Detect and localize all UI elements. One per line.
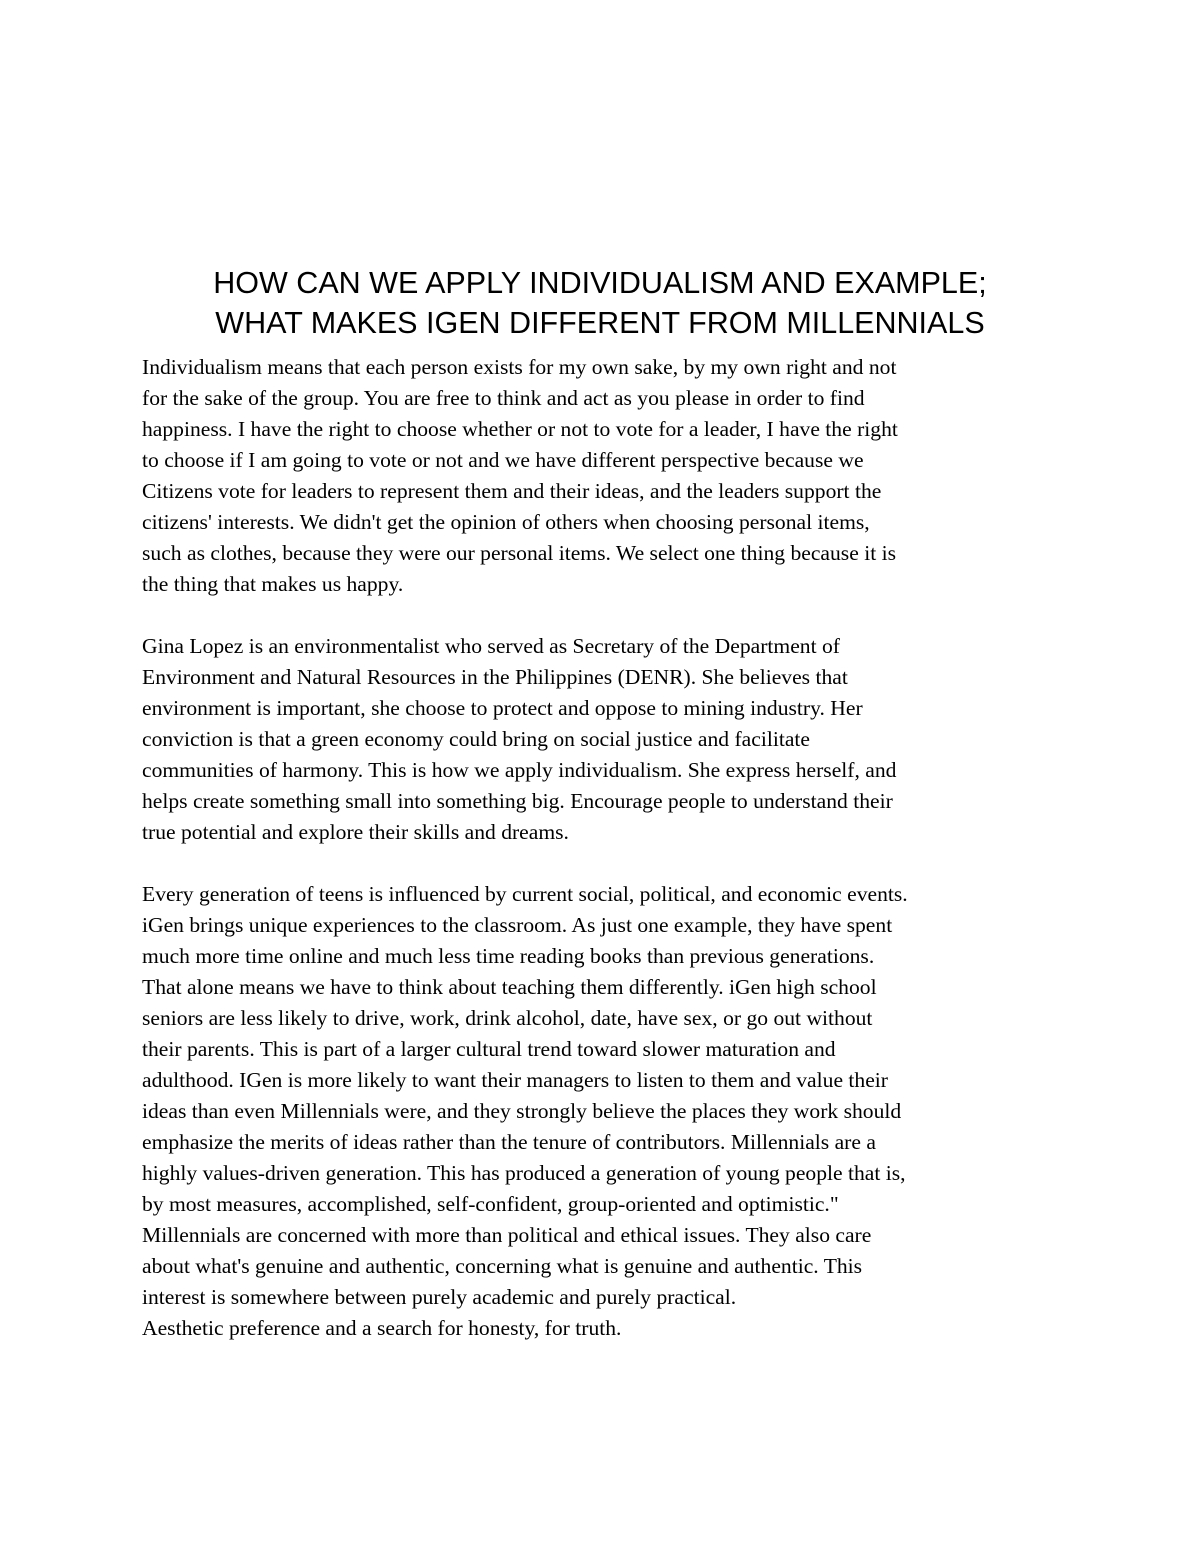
paragraph-gina-lopez [142,631,1067,848]
title-line-2: WHAT MAKES IGEN DIFFERENT FROM MILLENNIALS [215,306,985,340]
text-line: adulthood. IGen is more likely to want their managers to listen to them and value their [142,1068,888,1092]
text-line: highly values-driven generation. This has produced a generation of young people that is, [142,1161,906,1185]
text-line: communities of harmony. This is how we apply individualism. She express herself, and [142,758,897,782]
text-line: such as clothes, because they were our personal items. We select one thing because it is [142,541,896,565]
paragraph-spacer [142,600,1067,631]
text-line: ideas than even Millennials were, and they strongly believe the places they work should [142,1099,902,1123]
paragraph-igen-millennials [142,879,1067,1344]
text-line: Gina Lopez is an environmentalist who served as Secretary of the Department of [142,634,840,658]
text-line: interest is somewhere between purely academic and purely practical. [142,1285,737,1309]
text-line: Citizens vote for leaders to represent them and their ideas, and the leaders support the [142,479,882,503]
text-line: to choose if I am going to vote or not and we have different perspective because we [142,448,864,472]
text-line: happiness. I have the right to choose whether or not to vote for a leader, I have the right [142,417,898,441]
text-line: their parents. This is part of a larger cultural trend toward slower maturation and [142,1037,836,1061]
text-line: Environment and Natural Resources in the Philippines (DENR). She believes that [142,665,848,689]
text-line: helps create something small into something big. Encourage people to understand their [142,789,893,813]
text-line: Every generation of teens is influenced by current social, political, and economic events. [142,882,908,906]
text-line: true potential and explore their skills and dreams. [142,820,569,844]
text-line: for the sake of the group. You are free to think and act as you please in order to find [142,386,865,410]
text-line: by most measures, accomplished, self-confident, group-oriented and optimistic." [142,1192,839,1216]
text-line: emphasize the merits of ideas rather than the tenure of contributors. Millennials are a [142,1130,876,1154]
text-line: That alone means we have to think about teaching them differently. iGen high school [142,975,877,999]
paragraph-spacer [142,848,1067,879]
text-line: citizens' interests. We didn't get the opinion of others when choosing personal items, [142,510,870,534]
paragraph-individualism [142,352,1067,600]
document-body [142,352,1067,1344]
text-line: about what's genuine and authentic, concerning what is genuine and authentic. This [142,1254,863,1278]
text-line: iGen brings unique experiences to the classroom. As just one example, they have spent [142,913,893,937]
text-line: Aesthetic preference and a search for honesty, for truth. [142,1316,622,1340]
document-title [140,263,1060,343]
text-line: seniors are less likely to drive, work, drink alcohol, date, have sex, or go out without [142,1006,873,1030]
text-line: much more time online and much less time reading books than previous generations. [142,944,875,968]
title-line-1: HOW CAN WE APPLY INDIVIDUALISM AND EXAMPLE; [213,266,987,300]
text-line: Individualism means that each person exists for my own sake, by my own right and not [142,355,897,379]
text-line: conviction is that a green economy could bring on social justice and facilitate [142,727,810,751]
text-line: the thing that makes us happy. [142,572,404,596]
text-line: Millennials are concerned with more than political and ethical issues. They also care [142,1223,872,1247]
text-line: environment is important, she choose to protect and oppose to mining industry. Her [142,696,863,720]
